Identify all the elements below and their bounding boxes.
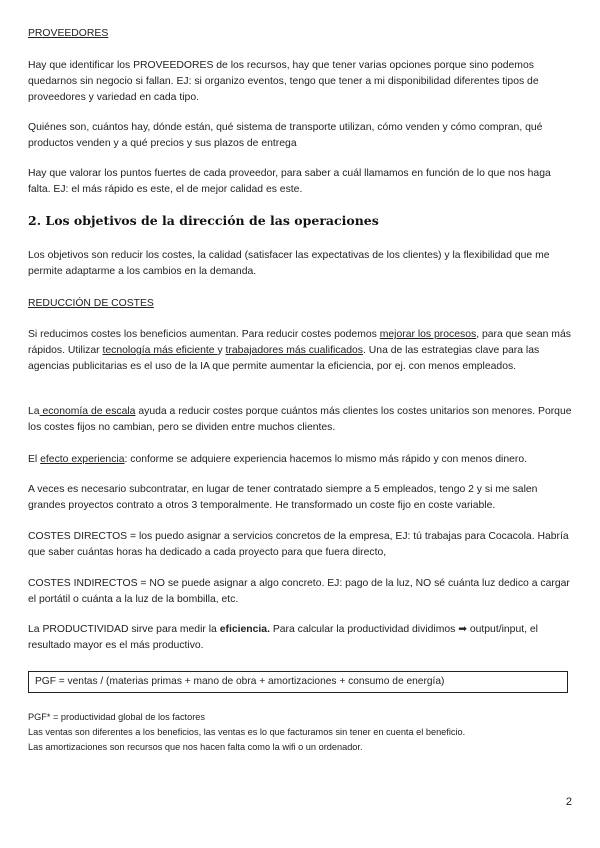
cost-reduction-heading: REDUCCIÓN DE COSTES	[28, 298, 154, 309]
pgf-formula-box: PGF = ventas / (materias primas + mano de obra + amortizaciones + consumo de energía)	[28, 671, 568, 693]
section-title: 2. Los objetivos de la dirección de las operaciones	[28, 213, 379, 228]
improve-processes-term: mejorar los procesos	[379, 329, 477, 340]
providers-paragraph-1: Hay que identificar los PROVEEDORES de los recursos, hay que tener varias opciones porque sino podemos quedarnos sin negocio si fallan. EJ: si organizo eventos, tengo que tener a mi disponibilidad diferentes tipos de proveedores y variedad en cada tipo.	[28, 60, 539, 103]
efficient-technology-term: tecnología más eficiente	[102, 345, 218, 356]
page-number: 2	[565, 796, 572, 808]
note-line-2: Las ventas son diferentes a los beneficios, las ventas es lo que facturamos sin tener en cuenta el beneficio.	[28, 727, 466, 737]
note-line-1: PGF* = productividad global de los factores	[28, 712, 205, 722]
providers-paragraph-3: Hay que valorar los puntos fuertes de cada proveedor, para saber a cuál llamamos en función de lo que nos haga falta. EJ: el más rápido es este, el de mejor calidad es este.	[28, 168, 551, 195]
economies-of-scale-term: economía de escala	[39, 406, 136, 417]
providers-paragraph-2: Quiénes son, cuántos hay, dónde están, qué sistema de transporte utilizan, cómo venden y cómo compran, qué productos venden y a qué precios y sus plazos de entrega	[28, 122, 543, 149]
cost-paragraph-2: La economía de escala ayuda a reducir costes porque cuántos más clientes los costes unitarios son menores. Porque los costes fijos no cambian, pero se dividen entre muchos clientes.	[28, 406, 572, 433]
productivity-paragraph: La PRODUCTIVIDAD sirve para medir la eficiencia. Para calcular la productividad dividimos ➡ output/input, el resultado mayor es el más productivo.	[28, 624, 538, 651]
indirect-costs-paragraph: COSTES INDIRECTOS = NO se puede asignar a algo concreto. EJ: pago de la luz, NO sé cuánta luz dedico a cargar el portátil o cuánta a la luz de la bombilla, etc.	[28, 578, 570, 605]
qualified-workers-term: trabajadores más cualificados	[225, 345, 364, 356]
note-line-3: Las amortizaciones son recursos que nos hacen falta como la wifi o un ordenador.	[28, 742, 363, 752]
experience-effect-term: efecto experiencia	[40, 454, 125, 465]
cost-paragraph-3: El efecto experiencia: conforme se adquiere experiencia hacemos lo mismo más rápido y con menos dinero.	[28, 454, 528, 465]
cost-paragraph-4: A veces es necesario subcontratar, en lugar de tener contratado siempre a 5 empleados, tengo 2 y si me salen grandes proyectos contrato a otros 3 temporalmente. He transformado un coste fijo en coste variable.	[28, 484, 538, 511]
providers-heading: PROVEEDORES	[28, 28, 109, 39]
cost-paragraph-1: Si reducimos costes los beneficios aumentan. Para reducir costes podemos mejorar los procesos, para que sean más rápidos. Utilizar tecnología más eficiente y trabajadores más cualificados. Una de las estrategias clave para las agencias publicitarias es el uso de la IA que permite aumentar la eficiencia, por ej. con menos empleados.	[28, 329, 571, 372]
direct-costs-paragraph: COSTES DIRECTOS = los puedo asignar a servicios concretos de la empresa, EJ: tú trabajas para Cocacola. Habría que saber cuántas horas ha dedicado a cada proyecto para que fuera directo,	[28, 531, 569, 558]
objectives-paragraph: Los objetivos son reducir los costes, la calidad (satisfacer las expectativas de los clientes) y la flexibilidad que me permite adaptarme a los cambios en la demanda.	[28, 250, 550, 277]
